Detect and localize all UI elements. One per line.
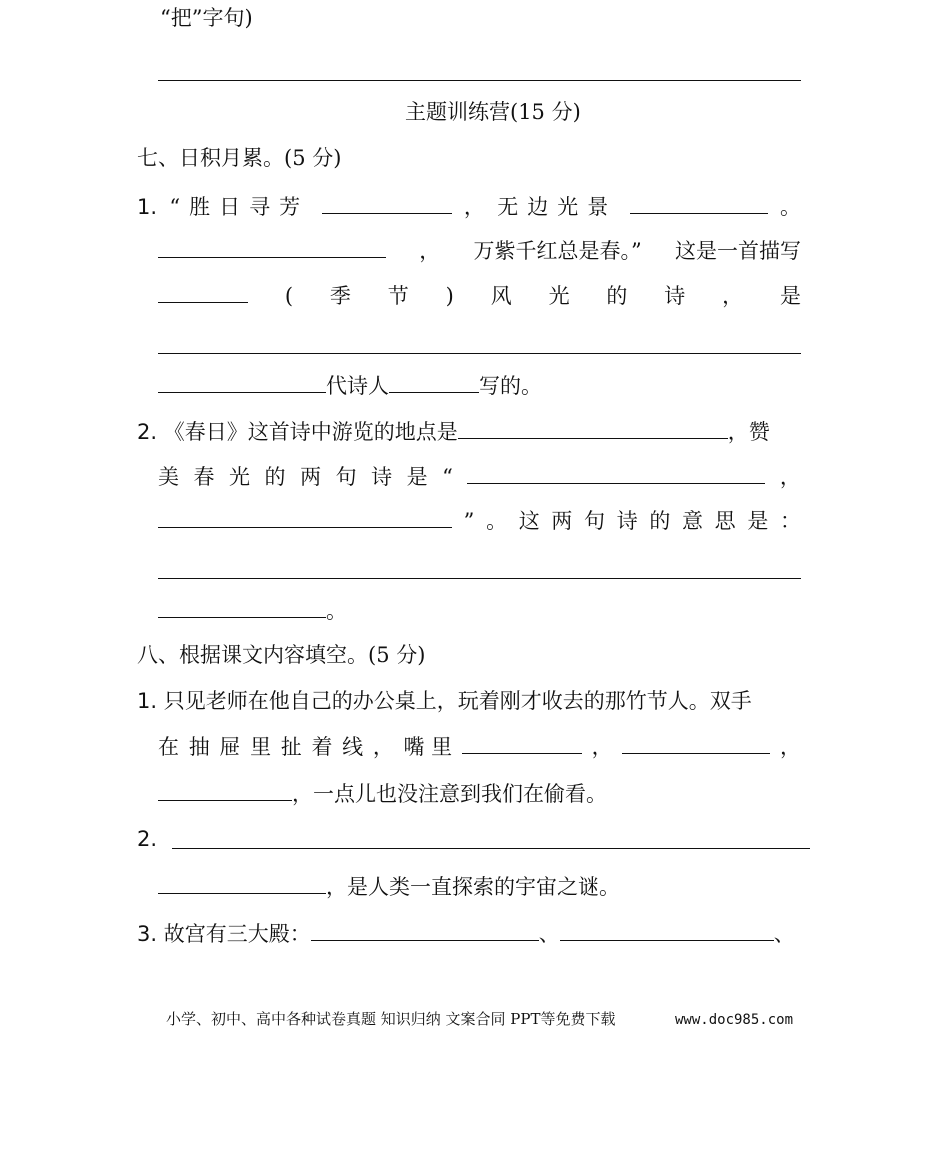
- char: 美: [158, 465, 179, 489]
- punctuation: ，: [419, 239, 441, 263]
- char: 线: [342, 735, 364, 759]
- char: 季: [329, 284, 351, 308]
- punctuation: ，: [779, 735, 801, 759]
- punctuation: 、: [773, 922, 795, 946]
- char: 风: [490, 284, 512, 308]
- char: ”: [463, 509, 475, 533]
- char: 诗: [664, 284, 686, 308]
- s8-q1-line1: [137, 691, 752, 712]
- poem-fragment: 万紫千红总是春。”: [473, 239, 642, 263]
- answer-line[interactable]: [172, 848, 810, 849]
- char: 这: [518, 509, 540, 533]
- s8-q2-line2: [158, 875, 620, 898]
- question-text: 这是一首描写: [675, 239, 801, 263]
- question-text: 代诗人: [326, 374, 389, 398]
- section-8-heading: 八、根据课文内容填空。(5 分): [137, 643, 426, 667]
- char: 的: [649, 509, 671, 533]
- char: ，: [372, 735, 394, 759]
- fill-blank[interactable]: [458, 420, 728, 439]
- char: 节: [387, 284, 409, 308]
- char: 诗: [616, 509, 638, 533]
- footer-text: 小学、初中、高中各种试卷真题 知识归纳 文案合同 PPT等免费下载: [166, 1010, 616, 1028]
- char: 的: [264, 465, 286, 489]
- char: 是: [780, 284, 801, 308]
- char: 嘴 里: [403, 735, 453, 759]
- question-text: 故宫有三大殿：: [163, 922, 311, 946]
- answer-line[interactable]: [158, 578, 801, 579]
- fill-blank[interactable]: [560, 922, 774, 941]
- fill-blank[interactable]: [158, 239, 386, 258]
- char: ，: [722, 284, 744, 308]
- fill-blank[interactable]: [322, 195, 452, 214]
- char: 句: [584, 509, 606, 533]
- fill-blank[interactable]: [311, 922, 539, 941]
- s7-q2-line3: [158, 509, 801, 532]
- section-title: 主题训练营(15 分): [405, 100, 581, 124]
- question-number: 1.: [137, 195, 158, 219]
- question-text: ，是人类一直探索的宇宙之谜。: [326, 875, 620, 899]
- fill-blank[interactable]: [622, 735, 770, 754]
- s7-q2-line5: [158, 599, 347, 622]
- fill-blank[interactable]: [158, 374, 326, 393]
- answer-line: [158, 80, 801, 81]
- question-number: 2.: [137, 420, 158, 444]
- punctuation: 。: [779, 195, 801, 219]
- char: 两: [300, 465, 322, 489]
- fill-blank[interactable]: [158, 875, 326, 894]
- char: 意: [682, 509, 703, 533]
- fill-blank[interactable]: [158, 284, 248, 303]
- char: 光: [229, 465, 251, 489]
- s8-q1-line2: [158, 735, 801, 758]
- s8-q1-line3: [158, 782, 607, 805]
- char: 扯: [280, 735, 302, 759]
- question-text: ，赞: [727, 420, 770, 444]
- fill-blank[interactable]: [158, 782, 292, 801]
- question-text: ，一点儿也没注意到我们在偷看。: [292, 782, 607, 806]
- char: 诗: [371, 465, 393, 489]
- s8-q3-line1: [137, 922, 795, 945]
- s7-q2-line2: [158, 465, 801, 488]
- punctuation: 。: [326, 599, 347, 623]
- fill-blank[interactable]: [462, 735, 582, 754]
- question-number: 1.: [137, 689, 158, 713]
- poem-fragment: “胜日寻芳: [169, 195, 310, 219]
- char: 的: [606, 284, 628, 308]
- char: ：: [779, 509, 801, 533]
- char: 光: [548, 284, 570, 308]
- punctuation: ，: [591, 735, 613, 759]
- previous-question-tail: “把”字句): [160, 6, 253, 30]
- char: 思: [714, 509, 736, 533]
- question-text: 写的。: [479, 374, 542, 398]
- s7-q2-line1: [137, 420, 770, 443]
- char: (: [284, 284, 294, 308]
- punctuation: 、: [538, 922, 560, 946]
- char: 两: [551, 509, 573, 533]
- s7-q1-line2: [158, 239, 801, 262]
- punctuation: ，: [463, 195, 485, 219]
- fill-blank[interactable]: [630, 195, 768, 214]
- s7-q1-line3: [158, 284, 801, 307]
- section-7-heading: 七、日积月累。(5 分): [137, 146, 342, 170]
- answer-line[interactable]: [158, 353, 801, 354]
- char: 春: [193, 465, 215, 489]
- char: 屉: [219, 735, 241, 759]
- question-text: 《春日》这首诗中游览的地点是: [163, 420, 458, 444]
- char: “: [442, 465, 453, 489]
- char: 在: [158, 735, 179, 759]
- s7-q1-line1: [137, 195, 801, 218]
- char: 是: [406, 465, 428, 489]
- char: 抽: [188, 735, 210, 759]
- fill-blank[interactable]: [158, 599, 326, 618]
- poem-fragment: 无边光景: [497, 195, 618, 219]
- fill-blank[interactable]: [389, 374, 479, 393]
- char: 里: [250, 735, 272, 759]
- char: 是: [747, 509, 769, 533]
- s7-q1-line5: [158, 374, 542, 397]
- question-text: 只见老师在他自己的办公桌上，玩着刚才收去的那竹节人。双手: [163, 689, 752, 713]
- s8-q2-number: [137, 829, 157, 850]
- fill-blank[interactable]: [467, 465, 765, 484]
- fill-blank[interactable]: [158, 509, 452, 528]
- footer-url[interactable]: www.doc985.com: [675, 1012, 794, 1028]
- char: 着: [311, 735, 333, 759]
- question-number: 3.: [137, 922, 158, 946]
- question-number: 2.: [137, 827, 158, 851]
- punctuation: ，: [779, 465, 801, 489]
- char: 句: [335, 465, 357, 489]
- char: 。: [486, 509, 508, 533]
- char: ): [445, 284, 454, 308]
